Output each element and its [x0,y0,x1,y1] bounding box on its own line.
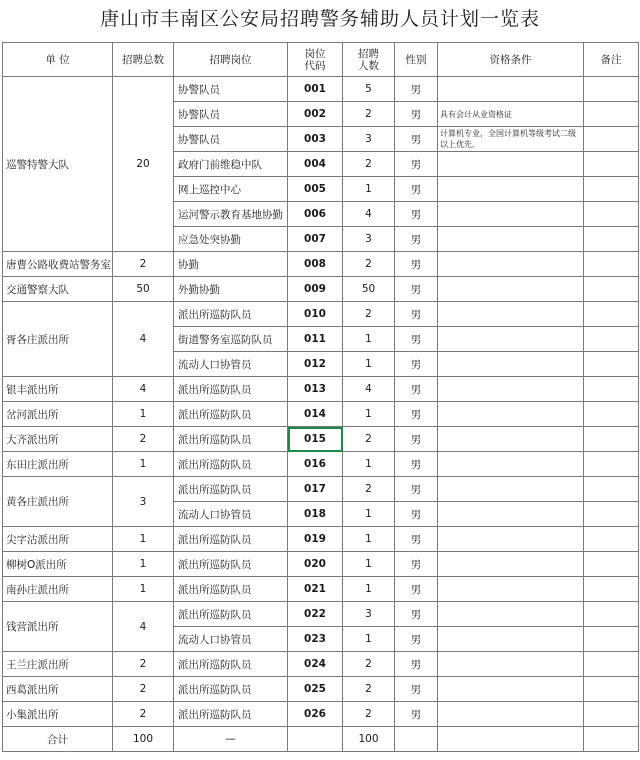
qualification-cell [438,277,584,302]
position-cell: 应急处突协勤 [174,227,288,252]
gender-cell: 男 [395,327,438,352]
remarks-cell [584,302,639,327]
header-code-line1: 岗位 [304,47,326,60]
remarks-cell [584,127,639,152]
unit-cell: 岔河派出所 [3,402,113,427]
code-cell: 006 [288,202,343,227]
remarks-cell [584,277,639,302]
code-cell-selected[interactable]: 015 [288,427,343,452]
position-cell: 网上巡控中心 [174,177,288,202]
count-cell: 2 [343,302,395,327]
count-cell: 3 [343,227,395,252]
qualification-cell [438,352,584,377]
unit-cell: 钱营派出所 [3,602,113,652]
header-unit: 单 位 [3,43,113,77]
gender-cell: 男 [395,402,438,427]
position-cell: 派出所巡防队员 [174,377,288,402]
code-cell: 005 [288,177,343,202]
total-cell: 1 [113,402,174,427]
unit-cell: 柳树O派出所 [3,552,113,577]
gender-cell: 男 [395,252,438,277]
code-cell: 022 [288,602,343,627]
total-cell: 2 [113,677,174,702]
count-cell: 2 [343,152,395,177]
unit-cell: 黄各庄派出所 [3,477,113,527]
position-cell: 流动人口协管员 [174,627,288,652]
total-cell: 20 [113,77,174,252]
page-title: 唐山市丰南区公安局招聘警务辅助人员计划一览表 [99,8,540,30]
code-cell: 008 [288,252,343,277]
table-row [3,277,639,302]
gender-cell: 男 [395,152,438,177]
header-remarks: 备注 [584,43,639,77]
table-row [3,427,639,452]
count-cell: 3 [343,127,395,152]
count-cell: 4 [343,202,395,227]
table-row [3,252,639,277]
remarks-cell [584,702,639,727]
total-gender [395,727,438,752]
code-cell: 019 [288,527,343,552]
remarks-cell [584,427,639,452]
count-cell: 1 [343,452,395,477]
total-cell: 50 [113,277,174,302]
count-cell: 2 [343,252,395,277]
position-cell: 派出所巡防队员 [174,452,288,477]
unit-cell: 胥各庄派出所 [3,302,113,377]
position-cell: 派出所巡防队员 [174,527,288,552]
remarks-cell [584,402,639,427]
position-cell: 派出所巡防队员 [174,302,288,327]
code-cell: 014 [288,402,343,427]
position-cell: 协警队员 [174,77,288,102]
unit-cell: 南孙庄派出所 [3,577,113,602]
qualification-cell [438,527,584,552]
gender-cell: 男 [395,627,438,652]
gender-cell: 男 [395,302,438,327]
code-cell: 001 [288,77,343,102]
total-cell: 2 [113,427,174,452]
gender-cell: 男 [395,652,438,677]
gender-cell: 男 [395,552,438,577]
qualification-cell [438,302,584,327]
count-cell: 1 [343,177,395,202]
qualification-cell [438,327,584,352]
header-count-line1: 招聘 [358,47,379,60]
position-cell: 政府门前维稳中队 [174,152,288,177]
position-cell: 派出所巡防队员 [174,552,288,577]
total-cell: 2 [113,652,174,677]
code-cell: 009 [288,277,343,302]
gender-cell: 男 [395,427,438,452]
count-cell: 2 [343,102,395,127]
table-row [3,302,639,327]
total-cell: 4 [113,602,174,652]
count-cell: 2 [343,652,395,677]
position-cell: 流动人口协管员 [174,352,288,377]
count-cell: 1 [343,402,395,427]
qualification-cell [438,77,584,102]
code-cell: 026 [288,702,343,727]
qualification-cell: 计算机专业，全国计算机等级考试二级以上优先。 [438,127,584,152]
count-cell: 2 [343,702,395,727]
total-code [288,727,343,752]
position-cell: 协警队员 [174,127,288,152]
qualification-cell [438,477,584,502]
header-gender: 性别 [395,43,438,77]
gender-cell: 男 [395,127,438,152]
code-cell: 016 [288,452,343,477]
unit-cell: 尖字沽派出所 [3,527,113,552]
count-cell: 1 [343,502,395,527]
gender-cell: 男 [395,77,438,102]
qualification-cell [438,377,584,402]
code-cell: 010 [288,302,343,327]
gender-cell: 男 [395,527,438,552]
remarks-cell [584,252,639,277]
remarks-cell [584,152,639,177]
table-row [3,577,639,602]
qualification-cell [438,202,584,227]
count-cell: 2 [343,477,395,502]
gender-cell: 男 [395,677,438,702]
code-cell: 003 [288,127,343,152]
table-row [3,677,639,702]
gender-cell: 男 [395,502,438,527]
recruitment-table [2,42,639,752]
total-position: — [174,727,288,752]
qualification-cell [438,677,584,702]
header-code-line2: 代码 [304,59,326,72]
qualification-cell: 具有会计从业资格证 [438,102,584,127]
table-row [3,527,639,552]
remarks-cell [584,102,639,127]
unit-cell: 小集派出所 [3,702,113,727]
count-cell: 2 [343,427,395,452]
header-count [343,43,395,77]
gender-cell: 男 [395,352,438,377]
position-cell: 街道警务室巡防队员 [174,327,288,352]
unit-cell: 交通警察大队 [3,277,113,302]
gender-cell: 男 [395,702,438,727]
qualification-cell [438,652,584,677]
gender-cell: 男 [395,477,438,502]
remarks-cell [584,477,639,502]
unit-cell: 大齐派出所 [3,427,113,452]
header-row [3,43,639,77]
gender-cell: 男 [395,177,438,202]
qualification-cell [438,402,584,427]
remarks-cell [584,502,639,527]
table-row [3,452,639,477]
qualification-cell [438,252,584,277]
qualification-cell [438,702,584,727]
count-cell: 3 [343,602,395,627]
count-cell: 1 [343,577,395,602]
total-remarks [584,727,639,752]
total-cell: 1 [113,527,174,552]
total-cell: 1 [113,577,174,602]
code-cell: 025 [288,677,343,702]
code-cell: 004 [288,152,343,177]
header-position: 招聘岗位 [174,43,288,77]
position-cell: 协警队员 [174,102,288,127]
remarks-cell [584,377,639,402]
code-cell: 013 [288,377,343,402]
count-cell: 5 [343,77,395,102]
total-cell: 1 [113,552,174,577]
gender-cell: 男 [395,102,438,127]
code-cell: 017 [288,477,343,502]
remarks-cell [584,652,639,677]
qualification-cell [438,427,584,452]
remarks-cell [584,227,639,252]
code-cell: 018 [288,502,343,527]
position-cell: 派出所巡防队员 [174,477,288,502]
gender-cell: 男 [395,227,438,252]
header-code [288,43,343,77]
remarks-cell [584,202,639,227]
total-cell: 2 [113,252,174,277]
position-cell: 派出所巡防队员 [174,577,288,602]
qualification-cell [438,627,584,652]
table-row [3,702,639,727]
unit-cell: 唐曹公路收费站警务室 [3,252,113,277]
total-cell: 4 [113,377,174,402]
total-label: 合计 [3,727,113,752]
position-cell: 协勤 [174,252,288,277]
remarks-cell [584,552,639,577]
remarks-cell [584,77,639,102]
remarks-cell [584,352,639,377]
unit-cell: 王兰庄派出所 [3,652,113,677]
position-cell: 派出所巡防队员 [174,702,288,727]
count-cell: 1 [343,552,395,577]
total-row [3,727,639,752]
header-total: 招聘总数 [113,43,174,77]
total-cell: 1 [113,452,174,477]
table-row [3,602,639,627]
position-cell: 派出所巡防队员 [174,427,288,452]
qualification-cell [438,152,584,177]
position-cell: 派出所巡防队员 [174,402,288,427]
gender-cell: 男 [395,452,438,477]
count-cell: 50 [343,277,395,302]
table-row [3,552,639,577]
remarks-cell [584,527,639,552]
qualification-cell [438,177,584,202]
remarks-cell [584,177,639,202]
count-cell: 1 [343,527,395,552]
code-cell: 024 [288,652,343,677]
code-cell: 007 [288,227,343,252]
code-cell: 011 [288,327,343,352]
total-sum: 100 [113,727,174,752]
total-count: 100 [343,727,395,752]
position-cell: 派出所巡防队员 [174,652,288,677]
qualification-cell [438,577,584,602]
count-cell: 4 [343,377,395,402]
code-cell: 020 [288,552,343,577]
code-cell: 012 [288,352,343,377]
remarks-cell [584,327,639,352]
qualification-cell [438,502,584,527]
count-cell: 1 [343,627,395,652]
total-cell: 4 [113,302,174,377]
gender-cell: 男 [395,377,438,402]
remarks-cell [584,452,639,477]
gender-cell: 男 [395,277,438,302]
table-row [3,77,639,102]
gender-cell: 男 [395,577,438,602]
remarks-cell [584,577,639,602]
position-cell: 外勤协勤 [174,277,288,302]
position-cell: 派出所巡防队员 [174,677,288,702]
qualification-cell [438,452,584,477]
count-cell: 1 [343,327,395,352]
table-row [3,477,639,502]
position-cell: 运河警示教育基地协勤 [174,202,288,227]
unit-cell: 银丰派出所 [3,377,113,402]
gender-cell: 男 [395,602,438,627]
gender-cell: 男 [395,202,438,227]
position-cell: 流动人口协管员 [174,502,288,527]
remarks-cell [584,602,639,627]
table-body [3,77,639,727]
remarks-cell [584,627,639,652]
code-cell: 002 [288,102,343,127]
position-cell: 派出所巡防队员 [174,602,288,627]
qualification-cell [438,552,584,577]
qualification-cell [438,602,584,627]
unit-cell: 东田庄派出所 [3,452,113,477]
total-cell: 3 [113,477,174,527]
code-cell: 023 [288,627,343,652]
table-row [3,402,639,427]
header-qualification: 资格条件 [438,43,584,77]
unit-cell: 巡警特警大队 [3,77,113,252]
header-count-line2: 人数 [358,59,379,72]
total-qualification [438,727,584,752]
unit-cell: 西葛派出所 [3,677,113,702]
remarks-cell [584,677,639,702]
qualification-cell [438,227,584,252]
total-cell: 2 [113,702,174,727]
table-row [3,652,639,677]
code-cell: 021 [288,577,343,602]
count-cell: 1 [343,352,395,377]
count-cell: 2 [343,677,395,702]
table-row [3,377,639,402]
